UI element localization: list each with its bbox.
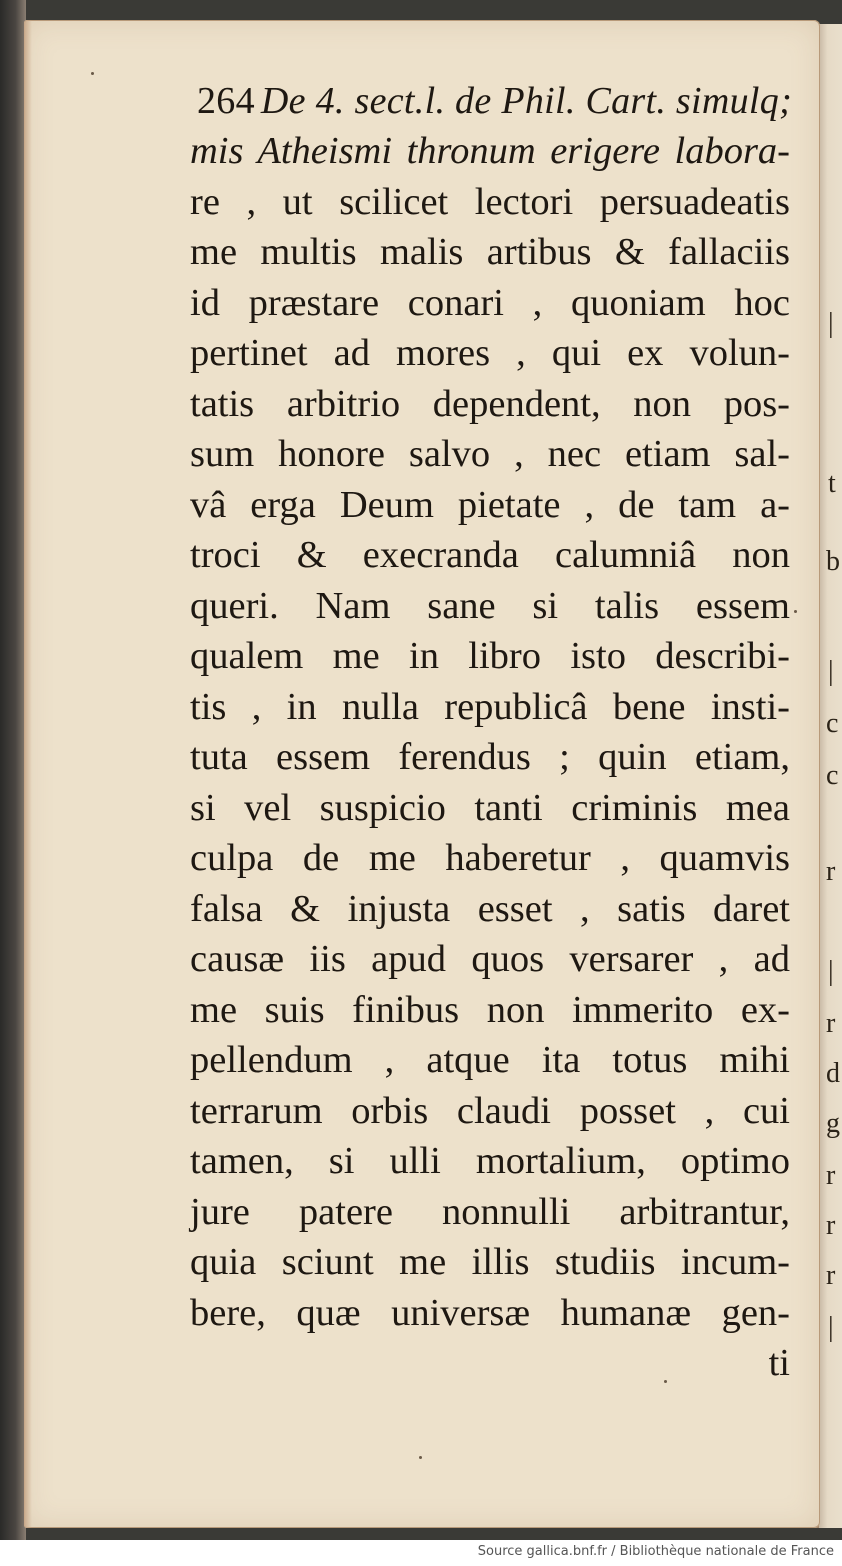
text-line: falsa & injusta esset , satis daret [190, 887, 790, 930]
text-line: terrarum orbis claudi posset , cui [190, 1089, 790, 1132]
adjacent-page-fragment: c [826, 760, 839, 791]
text-line: quia sciunt me illis studiis incum- [190, 1241, 790, 1283]
adjacent-page-fragment: | [828, 956, 834, 987]
text-line: causæ iis apud quos versarer , ad [190, 938, 790, 980]
text-line: id præstare conari , quoniam hoc [190, 281, 790, 324]
text-line: me multis malis artibus & fallaciis [190, 231, 790, 273]
text-line: tis , in nulla republicâ bene insti- [190, 685, 790, 728]
adjacent-page-edge [818, 24, 842, 1528]
text-line: culpa de me haberetur , quamvis [190, 837, 790, 879]
adjacent-page-fragment: | [828, 656, 834, 687]
text-line: queri. Nam sane si talis essem [190, 584, 790, 627]
text-line: sum honore salvo , nec etiam sal- [190, 433, 790, 475]
paper-speck [419, 1456, 422, 1459]
text-line: pertinet ad mores , qui ex volun- [190, 332, 790, 374]
adjacent-page-fragment: r [826, 1008, 836, 1039]
running-title: De 4. sect.l. de Phil. Cart. simulq; [260, 80, 793, 122]
adjacent-page-fragment: r [826, 1160, 836, 1191]
text-line: tuta essem ferendus ; quin etiam, [190, 736, 790, 778]
adjacent-page-fragment: | [828, 1312, 834, 1343]
text-line: tamen, si ulli mortalium, optimo [190, 1140, 790, 1182]
paper-speck [91, 72, 94, 75]
paper-speck [794, 610, 797, 613]
text-line: troci & execranda calumniâ non [190, 534, 790, 576]
adjacent-page-fragment: c [826, 708, 839, 739]
adjacent-page-fragment: r [826, 856, 836, 887]
page-number: 264 [197, 80, 255, 122]
adjacent-page-fragment: g [826, 1108, 840, 1139]
text-line: qualem me in libro isto describi- [190, 635, 790, 677]
text-line: re , ut scilicet lectori persuadeatis [190, 180, 790, 223]
running-header [197, 80, 793, 122]
adjacent-page-fragment: r [826, 1210, 836, 1241]
book-spine-shadow [0, 0, 26, 1540]
text-line: jure patere nonnulli arbitrantur, [190, 1190, 790, 1233]
text-line: si vel suspicio tanti criminis mea [190, 786, 790, 829]
text-line: mis Atheismi thronum erigere labora- [190, 130, 790, 172]
catchword: ti [768, 1342, 790, 1384]
text-line: tatis arbitrio dependent, non pos- [190, 382, 790, 425]
text-line: pellendum , atque ita totus mihi [190, 1039, 790, 1081]
text-line: vâ erga Deum pietate , de tam a- [190, 483, 790, 526]
adjacent-page-fragment: | [828, 308, 834, 339]
adjacent-page-fragment: r [826, 1260, 836, 1291]
text-line: me suis finibus non immerito ex- [190, 988, 790, 1031]
adjacent-page-fragment: t [828, 468, 836, 499]
adjacent-page-fragment: b [826, 546, 840, 577]
text-line: bere, quæ universæ humanæ gen- [190, 1291, 790, 1334]
body-text [190, 126, 790, 1389]
source-credit: Source gallica.bnf.fr / Bibliothèque nationale de France [477, 1544, 834, 1559]
adjacent-page-fragment: d [826, 1058, 840, 1089]
